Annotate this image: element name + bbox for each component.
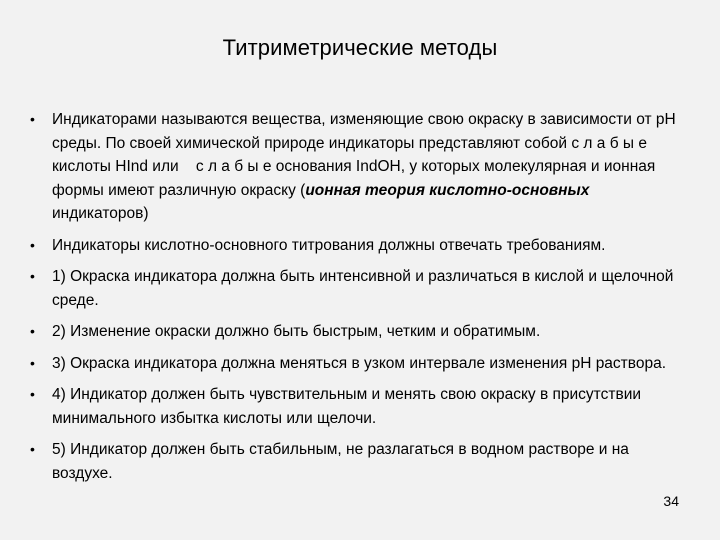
ionic-theory-emphasis: ионная теория кислотно-основных bbox=[305, 181, 590, 199]
bullet-item-definition bbox=[30, 108, 690, 226]
bullet-text: 3) Окраска индикатора должна меняться в узком интервале изменения рН раствора. bbox=[52, 354, 667, 372]
bullet-text: 1) Окраска индикатора должна быть интенсивной и различаться в кислой и щелочной среде. bbox=[52, 268, 674, 309]
bullet-text bbox=[52, 108, 690, 226]
bullet-item-requirement-4 bbox=[30, 383, 690, 430]
bullet-item-requirement-3 bbox=[30, 352, 690, 376]
bullet-text: Индикаторы кислотно-основного титрования должны отвечать требованиям. bbox=[52, 236, 606, 254]
definition-text: Индикаторами называются вещества, изменяющие свою окраску в зависимости от рН среды. По своей химической природе индикаторы представляют собой bbox=[52, 111, 676, 152]
bullet-marker: • bbox=[30, 236, 35, 253]
bullet-item-requirement-2 bbox=[30, 320, 690, 344]
weak-acids-text: с л а б ы е кислоты bbox=[52, 134, 647, 175]
bullet-item-requirements bbox=[30, 234, 690, 258]
base-formula-text: IndOH, у которых молекулярная и ионная формы имеют различную окраску ( bbox=[52, 158, 656, 199]
bullet-marker: • bbox=[30, 323, 35, 339]
bullet-marker: • bbox=[30, 386, 35, 402]
bullet-item-requirement-1 bbox=[30, 265, 690, 312]
weak-bases-text: с л а б ы е основания bbox=[195, 158, 352, 175]
definition-tail-text: индикаторов) bbox=[52, 205, 149, 222]
bullet-text: 4) Индикатор должен быть чувствительным и менять свою окраску в присутствии минимального избытка кислоты или щелочи. bbox=[52, 386, 642, 427]
acid-formula-text: HInd или bbox=[110, 158, 183, 175]
bullet-marker: • bbox=[30, 268, 35, 284]
bullet-text: 2) Изменение окраски должно быть быстрым, четким и обратимым. bbox=[52, 323, 541, 340]
slide-title: Титриметрические методы bbox=[222, 35, 498, 60]
bullet-item-requirement-5 bbox=[30, 438, 690, 485]
bullet-marker: • bbox=[30, 111, 35, 127]
bullet-marker: • bbox=[30, 441, 35, 457]
bullet-text: 5) Индикатор должен быть стабильным, не разлагаться в водном растворе и на воздухе. bbox=[52, 441, 629, 482]
bullet-marker: • bbox=[30, 354, 35, 371]
page-number: 34 bbox=[663, 493, 679, 509]
bullet-list bbox=[30, 108, 690, 493]
